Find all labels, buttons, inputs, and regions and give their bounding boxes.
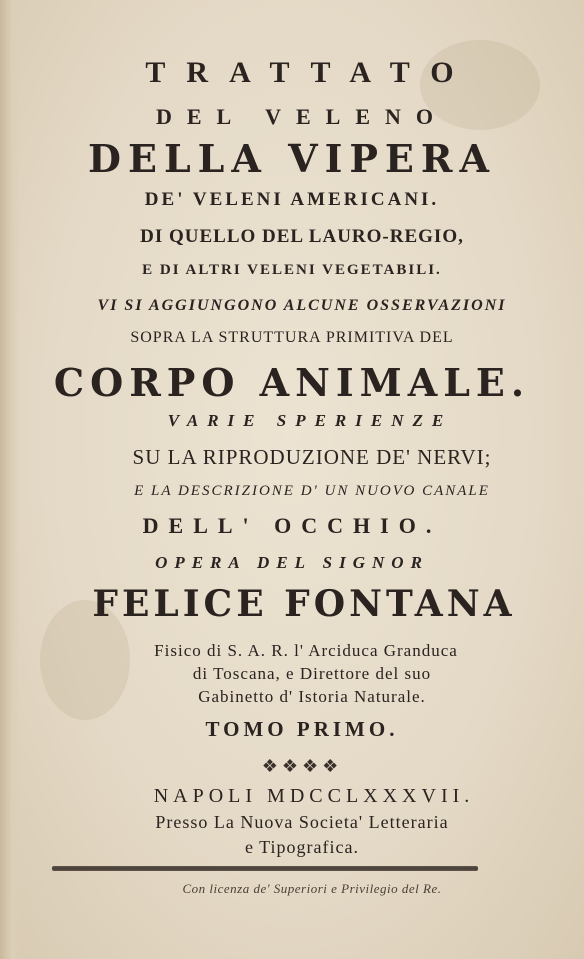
subtitle-riproduzione-nervi: SU LA RIPRODUZIONE DE' NERVI;	[132, 445, 492, 469]
title-line-della-vipera: DELLA VIPERA	[88, 136, 496, 181]
title-line-del-veleno: DEL VELENO	[155, 104, 449, 129]
volume-label: TOMO PRIMO.	[205, 717, 399, 741]
subtitle-veleni-americani: DE' VELENI AMERICANI.	[144, 189, 440, 210]
title-line-corpo-animale: CORPO ANIMALE.	[53, 360, 531, 405]
subtitle-varie-sperienze: VARIE SPERIENZE	[167, 411, 453, 430]
author-name: FELICE FONTANA	[92, 583, 516, 625]
title-line-trattato: TRATTATO	[145, 56, 475, 89]
author-title-line3: Gabinetto d' Istoria Naturale.	[198, 687, 426, 706]
horizontal-rule	[52, 866, 478, 871]
subtitle-osservazioni: VI SI AGGIUNGONO ALCUNE OSSERVAZIONI	[97, 297, 507, 314]
imprint-publisher-line1: Presso La Nuova Societa' Letteraria	[155, 812, 449, 832]
subtitle-struttura: SOPRA LA STRUTTURA PRIMITIVA DEL	[130, 329, 454, 346]
printer-ornament: ❖❖❖❖	[261, 756, 343, 776]
imprint-publisher-line2: e Tipografica.	[245, 837, 359, 857]
author-title-line2: di Toscana, e Direttore del suo	[192, 664, 432, 683]
subtitle-veleni-vegetabili: E DI ALTRI VELENI VEGETABILI.	[142, 262, 442, 278]
author-intro: OPERA DEL SIGNOR	[155, 553, 429, 572]
imprint-place-date: NAPOLI MDCCLXXXVII.	[153, 785, 475, 807]
subtitle-nuovo-canale: E LA DESCRIZIONE D' UN NUOVO CANALE	[134, 483, 490, 499]
subtitle-occhio: DELL' OCCHIO.	[142, 513, 442, 538]
license-note: Con licenza de' Superiori e Privilegio del Re.	[182, 881, 442, 896]
subtitle-lauro-regio: DI QUELLO DEL LAURO-REGIO,	[140, 226, 464, 247]
author-title-line1: Fisico di S. A. R. l' Arciduca Granduca	[154, 641, 458, 660]
